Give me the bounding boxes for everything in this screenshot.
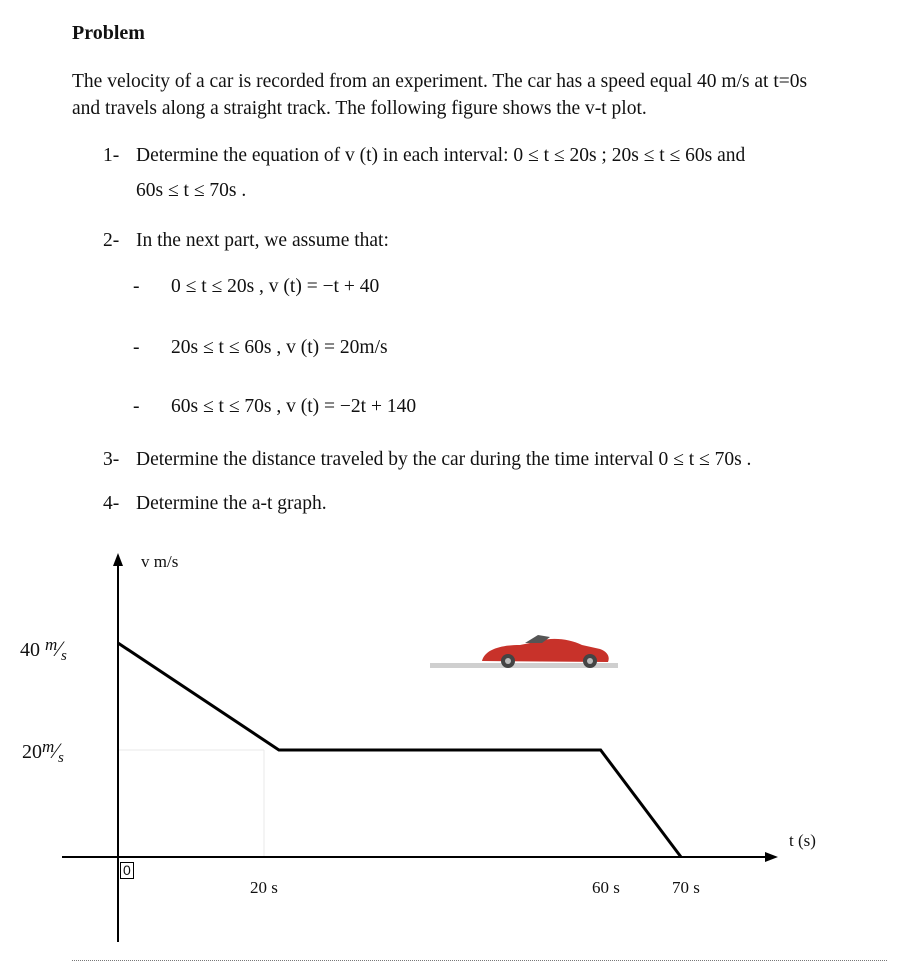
y-tick-40-unit-bottom: s	[60, 648, 67, 664]
x-tick-label-0: 0	[120, 862, 134, 879]
intro-line-1: The velocity of a car is recorded from an experiment. The car has a speed equal 40 m/s at t=0s	[72, 71, 808, 92]
x-tick-label-20: 20 s	[250, 878, 278, 897]
question-4-text: Determine the a-t graph.	[136, 493, 327, 514]
x-axis-arrow	[765, 852, 778, 862]
assumption-1-bullet: -	[133, 276, 140, 297]
question-1-text: Determine the equation of v (t) in each interval: 0 ≤ t ≤ 20s ; 20s ≤ t ≤ 60s and	[136, 145, 746, 166]
assumption-2-bullet: -	[133, 337, 140, 358]
intro-line-2: and travels along a straight track. The following figure shows the v-t plot.	[72, 98, 647, 119]
y-tick-40-number: 40	[20, 639, 40, 661]
x-axis-label: t (s)	[789, 831, 816, 850]
y-tick-label-20: $20^m⁄_s$	[22, 737, 64, 766]
assumption-3-bullet: -	[133, 396, 140, 417]
question-1-number: 1-	[103, 145, 120, 166]
question-2-number: 2-	[103, 230, 120, 251]
y-tick-20-number: 20	[22, 741, 42, 763]
problem-heading: Problem	[72, 22, 145, 44]
y-axis-arrow	[113, 553, 123, 566]
assumption-3-text: 60s ≤ t ≤ 70s , v (t) = −2t + 140	[171, 396, 417, 417]
car-image	[430, 635, 618, 668]
assumption-1-text: 0 ≤ t ≤ 20s , v (t) = −t + 40	[171, 276, 380, 297]
assumption-2-text: 20s ≤ t ≤ 60s , v (t) = 20m/s	[171, 337, 388, 358]
question-3-number: 3-	[103, 449, 120, 470]
y-tick-40-unit-top: m	[45, 635, 58, 654]
question-1-continuation: 60s ≤ t ≤ 70s .	[136, 180, 247, 201]
question-4-number: 4-	[103, 493, 120, 514]
x-tick-label-60: 60 s	[592, 878, 620, 897]
y-axis-label: v m/s	[141, 552, 179, 571]
y-tick-20-unit-top: m	[42, 737, 55, 756]
y-tick-label-40: 40 $^m⁄_s$	[20, 635, 67, 664]
question-2-text: In the next part, we assume that:	[136, 230, 389, 251]
x-tick-label-70: 70 s	[672, 878, 700, 897]
footer-dotted-rule	[72, 960, 887, 961]
question-3-text: Determine the distance traveled by the car during the time interval 0 ≤ t ≤ 70s .	[136, 449, 752, 470]
y-tick-20-unit-bottom: s	[57, 750, 64, 766]
